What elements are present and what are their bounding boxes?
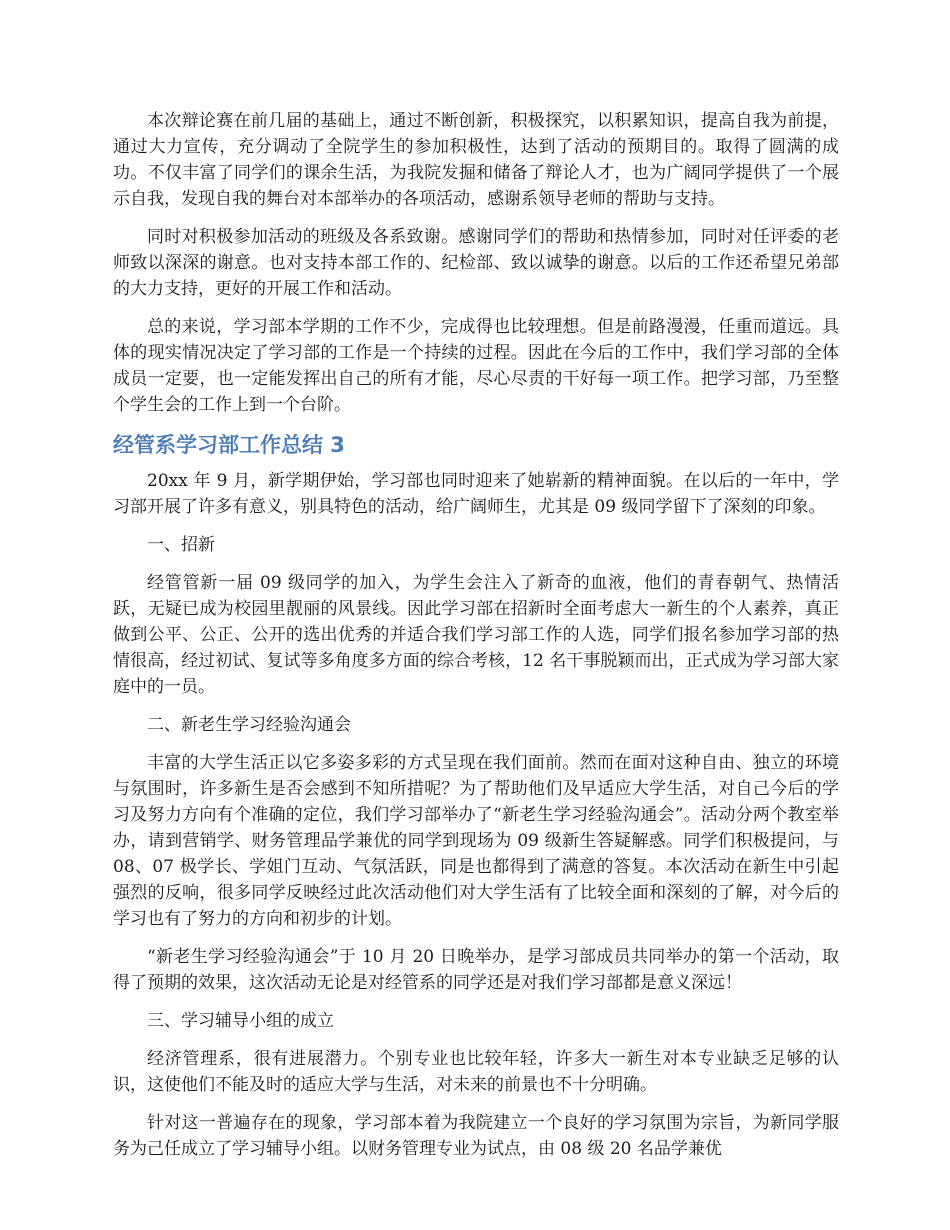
paragraph-tutoring-background: 经济管理系，很有进展潜力。个别专业也比较年轻，许多大一新生对本专业缺乏足够的认识，这使他们不能及时的适应大学与生活，对未来的前景也不十分明确。: [113, 1049, 839, 1095]
paragraph-debate-summary: 本次辩论赛在前几届的基础上，通过不断创新，积极探究，以积累知识，提高自我为前提，通过大力宣传，充分调动了全院学生的参加积极性，达到了活动的预期目的。取得了圆满的成功。不仅丰富了同学们的课余生活，为我院发掘和储备了辩论人才，也为广阔同学提供了一个展示自我，发现自我的舞台对本部举办的各项活动，感谢系领导老师的帮助与支持。: [113, 111, 839, 209]
subheading-recruitment: 一、招新: [147, 535, 215, 555]
document-page: [113, 108, 839, 1174]
paragraph-recruitment: 经管管新一届 09 级同学的加入，为学生会注入了新奇的血液，他们的青春朝气、热情活跃，无疑已成为校园里靓丽的风景线。因此学习部在招新时全面考虑大一新生的个人素养，真正做到公平、公正、公开的选出优秀的并适合我们学习部工作的人选，同学们报名参加学习部的热情很高，经过初试、复试等多角度多方面的综合考核，12 名干事脱颖而出，正式成为学习部大家庭中的一员。: [113, 573, 839, 697]
paragraph-conclusion: 总的来说，学习部本学期的工作不少，完成得也比较理想。但是前路漫漫，任重而道远。具体的现实情况决定了学习部的工作是一个持续的过程。因此在今后的工作中，我们学习部的全体成员一定要，也一定能发挥出自己的所有才能，尽心尽责的干好每一项工作。把学习部，乃至整个学生会的工作上到一个台阶。: [113, 317, 839, 415]
paragraph-exchange-result: “新老生学习经验沟通会”于 10 月 20 日晚举办，是学习部成员共同举办的第一个活动，取得了预期的效果，这次活动无论是对经管系的同学还是对我们学习部都是意义深远！: [113, 947, 839, 993]
paragraph-thanks: 同时对积极参加活动的班级及各系致谢。感谢同学们的帮助和热情参加，同时对任评委的老师致以深深的谢意。也对支持本部工作的、纪检部、致以诚挚的谢意。以后的工作还希望兄弟部的大力支持，更好的开展工作和活动。: [113, 227, 839, 299]
paragraph-exchange-meeting: 丰富的大学生活正以它多姿多彩的方式呈现在我们面前。然而在面对这种自由、独立的环境与氛围时，许多新生是否会感到不知所措呢？为了帮助他们及早适应大学生活，对自己今后的学习及努力方向有个准确的定位，我们学习部举办了“新老生学习经验沟通会”。活动分两个教室举办，请到营销学、财务管理品学兼优的同学到现场为 09 级新生答疑解惑。同学们积极提问，与 08、07 极学长、学姐门互动、气氛活跃，同是也都得到了满意的答复。本次活动在新生中引起强烈的反响，很多同学反映经过此次活动他们对大学生活有了比较全面和深刻的了解，对今后的学习也有了努力的方向和初步的计划。: [113, 753, 839, 929]
paragraph-intro: 20xx 年 9 月，新学期伊始，学习部也同时迎来了她崭新的精神面貌。在以后的一年中，学习部开展了许多有意义，别具特色的活动，给广阔师生，尤其是 09 级同学留下了深刻的印象。: [113, 471, 839, 517]
subheading-tutoring-group: 三、学习辅导小组的成立: [147, 1011, 334, 1031]
subheading-exchange-meeting: 二、新老生学习经验沟通会: [147, 715, 351, 735]
section-heading: 经管系学习部工作总结 3: [113, 433, 345, 457]
paragraph-tutoring-group: 针对这一普遍存在的现象，学习部本着为我院建立一个良好的学习氛围为宗旨，为新同学服务为己任成立了学习辅导小组。以财务管理专业为试点，由 08 级 20 名品学兼优: [113, 1113, 839, 1159]
